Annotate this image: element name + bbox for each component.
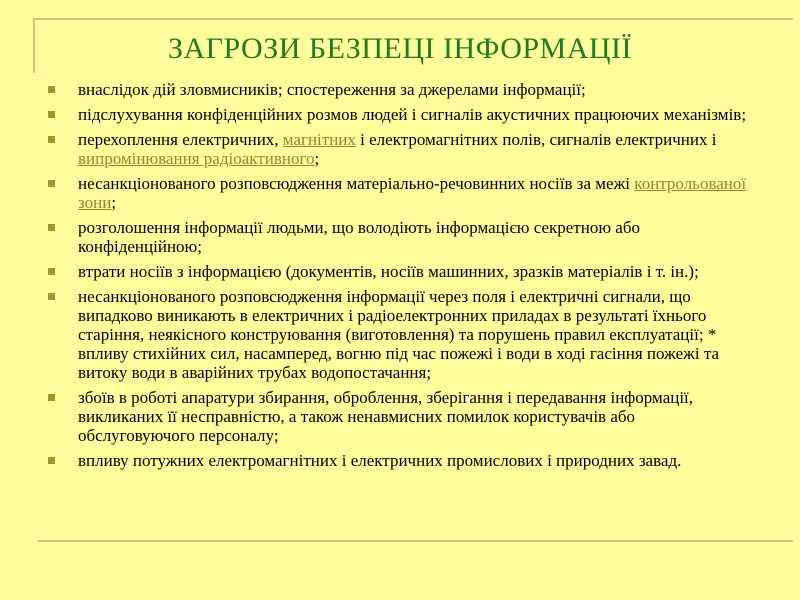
bullet-icon [48,224,55,231]
bullet-icon [48,86,55,93]
link-magnetic[interactable]: магнітних [282,130,356,149]
link-controlled-zone[interactable]: контрольованої зони [78,174,747,212]
item-text: втрати носіїв з інформацією (документів, носіїв машинних, зразків матеріалів і т. ін.); [78,262,699,281]
item-text: внаслідок дій зловмисників; спостереження за джерелами інформації; [78,80,586,99]
link-radioactive-radiation[interactable]: випромінювання радіоактивного [78,149,315,168]
bullet-icon [48,394,55,401]
list-item [48,218,753,256]
list-item [48,287,753,382]
slide-title: ЗАГРОЗИ БЕЗПЕЦІ ІНФОРМАЦІЇ [167,32,633,65]
item-text: розголошення інформації людьми, що володіють інформацією секретною або конфіденційною; [78,218,640,256]
bullet-icon [48,293,55,300]
item-text: підслухування конфіденційних розмов людей і сигналів акустичних працюючих механізмів; [78,105,747,124]
frame-bottom-line [38,540,793,542]
list-item [48,80,753,99]
list-item [48,388,753,445]
item-text: впливу потужних електромагнітних і електричних промислових і природних завад. [78,451,682,470]
item-text: несанкціонованого розповсюдження інформації через поля і електричні сигнали, що випадково виникають в електричних і радіоелектронних приладах в результаті їхнього старіння, неякісного конструювання (виготовлення) та порушень правил експлуатації; * впливу стихійних сил, насамперед, вогню під час пожежі і води в ході гасіння пожежі та витоку води в аварійних трубах водопостачання; [78,287,720,382]
bullet-icon [48,268,55,275]
bullet-icon [48,111,55,118]
item-text: і електромагнітних полів, сигналів електричних і [355,130,717,149]
list-item [48,174,753,212]
list-item [48,130,753,168]
bullet-icon [48,180,55,187]
item-text: ; [111,193,117,212]
bullet-icon [48,457,55,464]
item-text: ; [314,149,320,168]
item-text: збоїв в роботі апаратури збирання, оброблення, зберігання і передавання інформації, викликаних її несправністю, а також ненавмисних помилок користувачів або обслуговуючого персоналу; [78,388,694,445]
frame-top-line [33,18,793,20]
bullet-icon [48,136,55,143]
threat-list [48,80,753,476]
item-text: перехоплення електричних, [78,130,283,149]
list-item [48,105,753,124]
list-item [48,451,753,470]
item-text: несанкціонованого розповсюдження матеріально-речовинних носіїв за межі [78,174,635,193]
list-item [48,262,753,281]
